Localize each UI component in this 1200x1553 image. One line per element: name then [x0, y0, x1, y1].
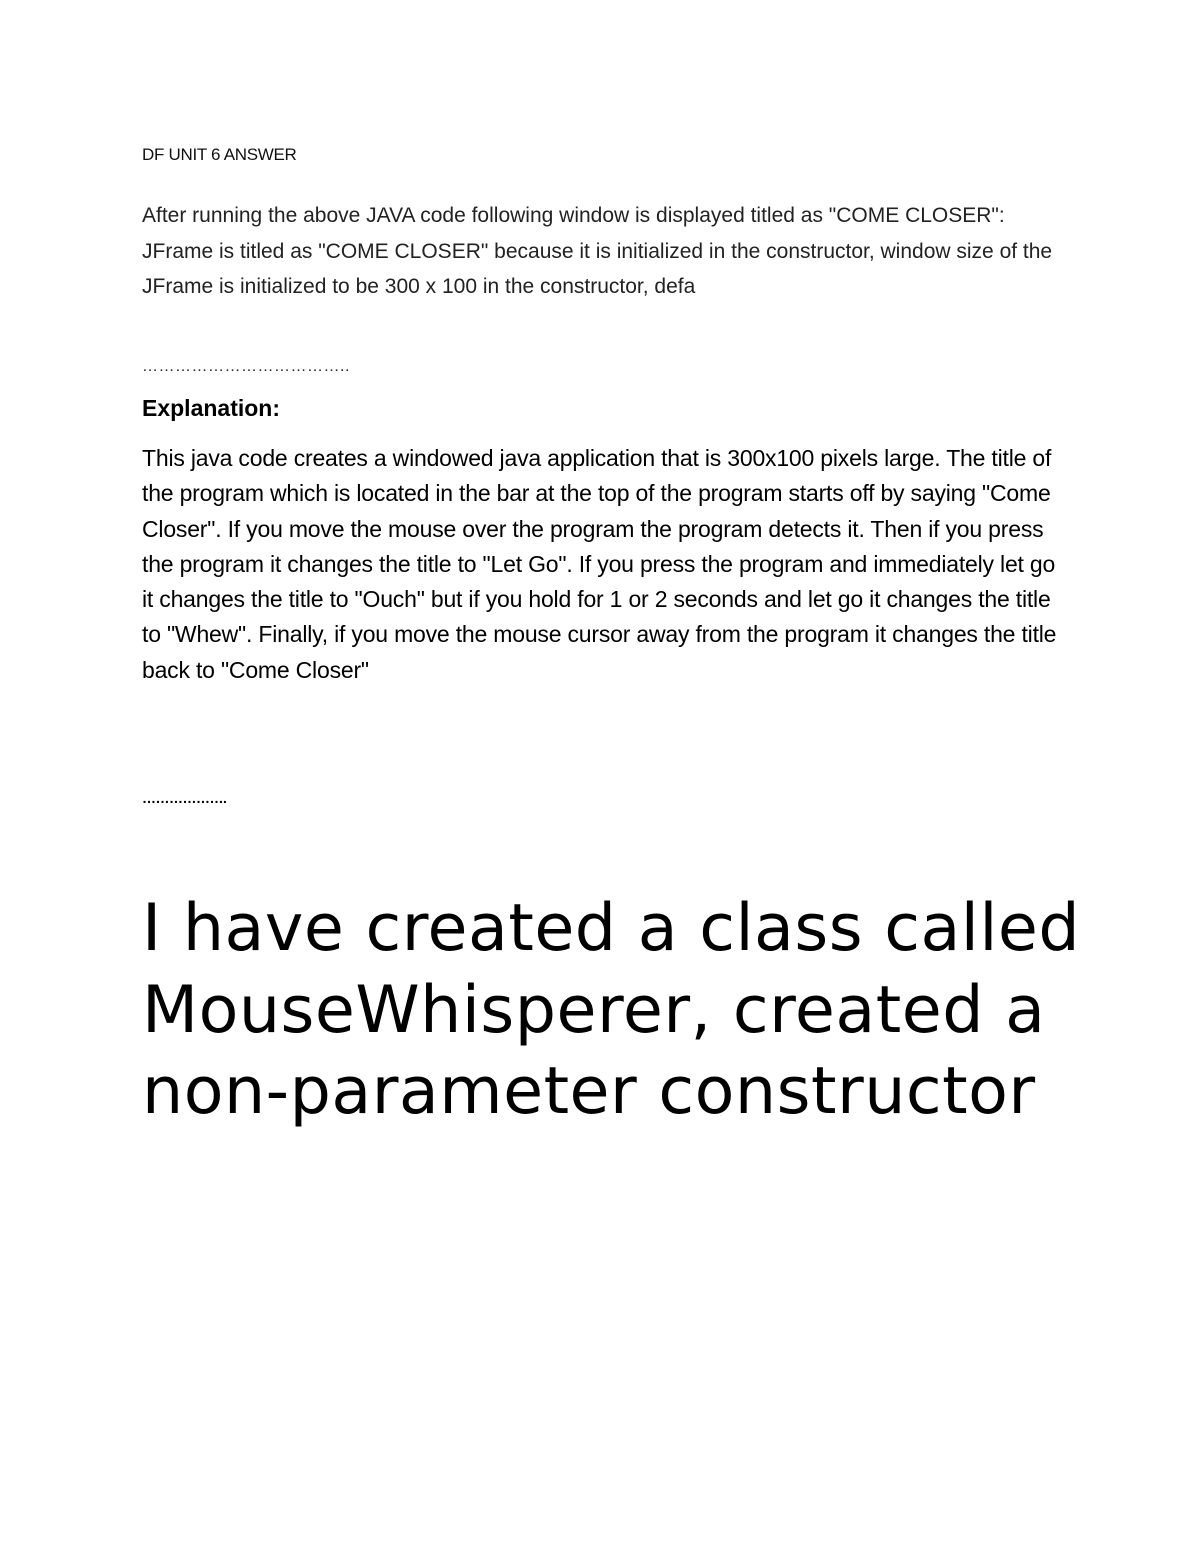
intro-paragraph: After running the above JAVA code following window is displayed titled as "COME CLOSER": JFrame is titled as "COME CLOSER" because it is initialized in the constructor, window size of the JFrame is initialized to be 300 x 100 in the constructor, defa — [142, 204, 1053, 298]
document-heading: DF UNIT 6 ANSWER — [142, 145, 297, 164]
separator-dots-short: ………………. — [142, 790, 227, 806]
large-statement: I have created a class called MouseWhisperer, created a non-parameter constructor — [142, 891, 1081, 1129]
explanation-title: Explanation: — [142, 395, 281, 421]
explanation-body: This java code creates a windowed java application that is 300x100 pixels large. The title of the program which is located in the bar at the top of the program starts off by saying "Come Closer". If you move the mouse over the program the program detects it. Then if you press the program it changes the title to "Let Go". If you press the program and immediately let go it changes the title to "Ouch" but if you hold for 1 or 2 seconds and let go it changes the title to "Whew". Finally, if you move the mouse cursor away from the program it changes the title back to "Come Closer" — [142, 445, 1057, 683]
separator-dots: ……………………………….. — [142, 358, 350, 375]
